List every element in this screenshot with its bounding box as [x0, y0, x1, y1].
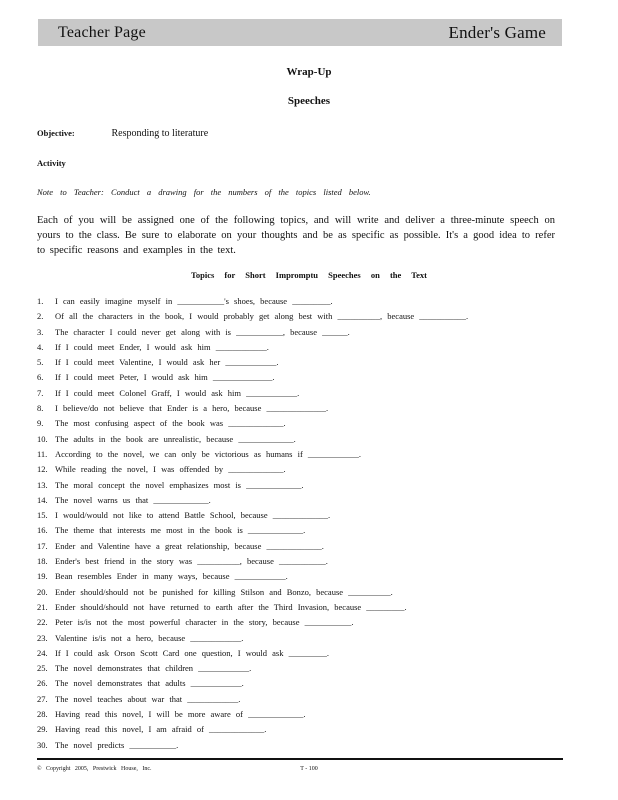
topic-text: If I could meet Ender, I would ask him ____________. [55, 341, 269, 352]
topic-item [37, 692, 567, 707]
topic-number: 15. [37, 510, 48, 521]
topic-text: While reading the novel, I was offended by _____________. [55, 464, 286, 475]
topic-number: 5. [37, 357, 44, 368]
topic-text: The character I could never get along with is ___________, because ______. [55, 326, 350, 337]
topic-item [37, 738, 567, 753]
topic-text: The novel teaches about war that ____________. [55, 693, 241, 704]
activity-label: Activity [37, 158, 66, 168]
topic-item [37, 508, 567, 523]
topic-text: The novel warns us that _____________. [55, 494, 211, 505]
topic-text: Of all the characters in the book, I would probably get along best with __________, because ___________. [55, 311, 469, 322]
topic-item [37, 707, 567, 722]
topic-item [37, 355, 567, 370]
footer-page-number: T - 100 [300, 766, 318, 772]
topic-number: 4. [37, 341, 44, 352]
topic-item [37, 447, 567, 462]
topic-item [37, 661, 567, 676]
topic-item [37, 416, 567, 431]
topic-item [37, 569, 567, 584]
topic-text: Bean resembles Ender in many ways, because ____________. [55, 571, 288, 582]
topic-number: 7. [37, 387, 44, 398]
topic-text: The novel demonstrates that adults ____________. [55, 678, 244, 689]
topic-text: Ender should/should not be punished for killing Stilson and Bonzo, because __________. [55, 586, 393, 597]
topic-text: Ender's best friend in the story was __________, because ___________. [55, 556, 328, 567]
topic-number: 20. [37, 586, 48, 597]
topic-text: Having read this novel, I will be more aware of _____________. [55, 709, 306, 720]
topic-text: Ender and Valentine have a great relationship, because _____________. [55, 540, 324, 551]
topic-number: 30. [37, 739, 48, 750]
topic-item [37, 585, 567, 600]
topic-number: 23. [37, 632, 48, 643]
topic-item [37, 600, 567, 615]
topic-number: 2. [37, 311, 44, 322]
teacher-note: Note to Teacher: Conduct a drawing for the numbers of the topics listed below. [37, 187, 371, 197]
topic-item [37, 462, 567, 477]
topic-number: 12. [37, 464, 48, 475]
topic-number: 6. [37, 372, 44, 383]
topic-number: 13. [37, 479, 48, 490]
topic-number: 10. [37, 433, 48, 444]
topic-item [37, 523, 567, 538]
topic-item [37, 309, 567, 324]
topic-text: If I could meet Peter, I would ask him ______________. [55, 372, 275, 383]
header-left-title: Teacher Page [58, 23, 146, 41]
objective-label: Objective: [37, 128, 75, 138]
topic-text: The adults in the book are unrealistic, because _____________. [55, 433, 296, 444]
topic-item [37, 478, 567, 493]
topic-number: 25. [37, 663, 48, 674]
topic-item [37, 432, 567, 447]
topic-text: I can easily imagine myself in ___________'s shoes, because _________. [55, 296, 333, 306]
header-right-title: Ender's Game [448, 22, 546, 42]
topic-number: 17. [37, 540, 48, 551]
instructions-paragraph: Each of you will be assigned one of the following topics, and will write and deliver a three-minute speech on yours to the class. Be sure to elaborate on your thoughts and be as specific as possible. It's a good idea to refer to specific reasons and examples in the text. [37, 215, 555, 256]
topic-number: 28. [37, 709, 48, 720]
topic-text: Valentine is/is not a hero, because ____________. [55, 632, 244, 643]
topic-number: 24. [37, 647, 48, 658]
topic-text: According to the novel, we can only be victorious as humans if ____________. [55, 448, 362, 459]
topic-item [37, 676, 567, 691]
topic-number: 16. [37, 525, 48, 536]
topic-item [37, 646, 567, 661]
topic-text: The novel demonstrates that children ____________. [55, 663, 252, 674]
footer-copyright: © Copyright 2005, Prestwick House, Inc. [37, 766, 152, 772]
objective [37, 128, 208, 139]
topic-number: 26. [37, 678, 48, 689]
topic-text: I believe/do not believe that Ender is a hero, because ______________. [55, 403, 329, 414]
topic-number: 9. [37, 418, 44, 429]
topic-number: 29. [37, 724, 48, 735]
topic-item [37, 370, 567, 385]
topic-item [37, 554, 567, 569]
topic-item [37, 340, 567, 355]
topic-number: 19. [37, 571, 48, 582]
topic-number: 27. [37, 693, 48, 704]
footer-rule [37, 758, 563, 760]
topic-text: Ender should/should not have returned to earth after the Third Invasion, because _________. [55, 601, 407, 612]
topic-item [37, 401, 567, 416]
topic-number: 3. [37, 326, 44, 337]
topic-item [37, 615, 567, 630]
topic-number: 18. [37, 556, 48, 567]
topic-text: The theme that interests me most in the book is _____________. [55, 525, 306, 536]
topic-number: 21. [37, 601, 48, 612]
topic-item [37, 722, 567, 737]
topic-number: 22. [37, 617, 48, 628]
topic-text: If I could ask Orson Scott Card one question, I would ask _________. [55, 647, 329, 658]
objective-text: Responding to literature [111, 128, 209, 139]
topic-text: The moral concept the novel emphasizes most is _____________. [55, 479, 304, 490]
topic-number: 8. [37, 403, 44, 414]
topic-item [37, 325, 567, 340]
topic-number: 1. [37, 296, 44, 306]
topic-list [37, 294, 567, 753]
page-subtitle: Speeches [287, 95, 331, 107]
topic-number: 11. [37, 448, 48, 459]
topic-item [37, 631, 567, 646]
topic-item [37, 294, 567, 309]
topic-number: 14. [37, 494, 48, 505]
topics-title: Topics for Short Impromptu Speeches on the Text [190, 270, 428, 280]
topic-text: The novel predicts ___________. [55, 739, 179, 750]
topic-text: Having read this novel, I am afraid of _____________. [55, 724, 267, 735]
topic-text: If I could meet Valentine, I would ask her ____________. [55, 357, 279, 368]
topic-item [37, 539, 567, 554]
topic-text: The most confusing aspect of the book was _____________. [55, 418, 286, 429]
page-header [38, 19, 562, 46]
topic-text: Peter is/is not the most powerful character in the story, because ___________. [55, 617, 354, 628]
topic-item [37, 386, 567, 401]
topic-text: I would/would not like to attend Battle School, because _____________. [55, 510, 331, 521]
topic-text: If I could meet Colonel Graff, I would ask him ____________. [55, 387, 300, 398]
page-title: Wrap-Up [286, 66, 332, 78]
topic-item [37, 493, 567, 508]
